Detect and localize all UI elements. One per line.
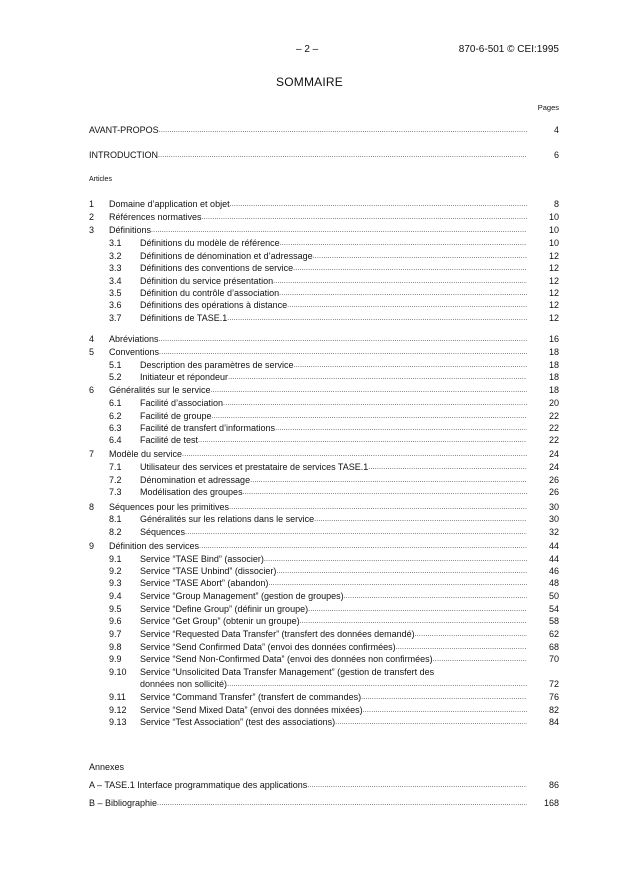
- toc-entry-number: 3.1: [109, 238, 122, 248]
- toc-entry-number: 6: [89, 385, 95, 395]
- toc-entry-label: Définition du service présentation: [140, 276, 274, 286]
- toc-entry-label: Service “Group Management” (gestion de groupes): [140, 591, 344, 601]
- toc-entry-page: 48: [548, 578, 559, 588]
- toc-entry-page: 24: [548, 462, 559, 472]
- dot-leader: [279, 289, 527, 299]
- dot-leader: [344, 592, 527, 602]
- toc-entry-page: 18: [548, 360, 559, 370]
- toc-entry-page: 46: [548, 566, 559, 576]
- dot-leader: [294, 361, 527, 371]
- toc-entry-label: Service “Test Association” (test des associations): [140, 717, 336, 727]
- dot-leader: [361, 693, 527, 703]
- toc-entry-page: 18: [548, 347, 559, 357]
- toc-entry-page: 68: [548, 642, 559, 652]
- toc-entry-page: 20: [548, 398, 559, 408]
- toc-entry-label: Définition du contrôle d’association: [140, 288, 280, 298]
- articles-label: Articles: [89, 176, 112, 183]
- toc-entry[interactable]: [89, 553, 559, 565]
- toc-entry-label: Service “TASE Bind” (associer): [140, 554, 264, 564]
- dot-leader: [159, 335, 527, 345]
- toc-entry-label: Modèle du service: [109, 449, 183, 459]
- dot-leader: [199, 542, 527, 552]
- toc-entry[interactable]: [89, 641, 559, 653]
- toc-entry-page: 82: [548, 705, 559, 715]
- dot-leader: [230, 200, 527, 210]
- toc-entry-page: 76: [548, 692, 559, 702]
- toc-entry-number: 7.3: [109, 487, 122, 497]
- toc-entry-label: Définitions des opérations à distance: [140, 300, 288, 310]
- toc-entry-number: 9.1: [109, 554, 122, 564]
- toc-entry[interactable]: [89, 704, 559, 716]
- toc-entry[interactable]: [89, 384, 559, 396]
- toc-entry-number: 9.3: [109, 578, 122, 588]
- toc-entry-page: 58: [548, 616, 559, 626]
- toc-entry[interactable]: [89, 691, 559, 703]
- toc-entry[interactable]: [89, 797, 559, 809]
- dot-leader: [202, 213, 527, 223]
- toc-entry-label: Service “Send Confirmed Data” (envoi des données confirmées): [140, 642, 396, 652]
- toc-entry-page: 12: [548, 276, 559, 286]
- toc-entry-label: Service “Requested Data Transfer” (transfert des données demandé): [140, 629, 415, 639]
- toc-entry-label: Définition des services: [109, 541, 200, 551]
- toc-entry[interactable]: [89, 211, 559, 223]
- dot-leader: [157, 799, 527, 809]
- toc-entry-number: 9.6: [109, 616, 122, 626]
- toc-entry-number: 3.4: [109, 276, 122, 286]
- toc-entry-label: données non sollicité): [140, 679, 228, 689]
- dot-leader: [275, 424, 527, 434]
- toc-entry-page: 12: [548, 263, 559, 273]
- toc-entry-number: 7.2: [109, 475, 122, 485]
- dot-leader: [229, 503, 527, 513]
- dot-leader: [223, 399, 527, 409]
- toc-entry-number: 6.1: [109, 398, 122, 408]
- dot-leader: [243, 488, 527, 498]
- toc-entry-label: Dénomination et adressage: [140, 475, 251, 485]
- toc-entry-page: 12: [548, 300, 559, 310]
- toc-entry-number: 3.7: [109, 313, 122, 323]
- toc-entry[interactable]: [89, 287, 559, 299]
- toc-entry-page: 16: [548, 334, 559, 344]
- toc-entry-label: Description des paramètres de service: [140, 360, 294, 370]
- dot-leader: [307, 781, 527, 791]
- toc-entry-number: 9.4: [109, 591, 122, 601]
- toc-entry[interactable]: [89, 666, 559, 678]
- dot-leader: [159, 348, 527, 358]
- toc-entry-page: 86: [548, 780, 559, 790]
- toc-entry[interactable]: [89, 237, 559, 249]
- toc-entry-number: 8.1: [109, 514, 122, 524]
- toc-entry[interactable]: [89, 779, 559, 791]
- toc-entry-number: 3: [89, 225, 95, 235]
- dot-leader: [151, 226, 527, 236]
- toc-entry-label: Facilité de groupe: [140, 411, 212, 421]
- toc-entry-label: Conventions: [109, 347, 160, 357]
- toc-entry[interactable]: [89, 198, 559, 210]
- toc-entry-page: 50: [548, 591, 559, 601]
- dot-leader: [227, 680, 527, 690]
- toc-entry-number: 7.1: [109, 462, 122, 472]
- dot-leader: [313, 252, 527, 262]
- toc-entry-page: 4: [553, 125, 559, 135]
- toc-entry-label: AVANT-PROPOS: [89, 125, 159, 135]
- toc-entry[interactable]: [89, 513, 559, 525]
- toc-entry[interactable]: [89, 526, 559, 538]
- toc-entry[interactable]: [89, 359, 559, 371]
- toc-entry-number: 3.2: [109, 251, 122, 261]
- toc-entry[interactable]: [89, 224, 559, 236]
- toc-entry-label: Service “Send Mixed Data” (envoi des données mixées): [140, 705, 363, 715]
- toc-entry-label: A – TASE.1 Interface programmatique des applications: [89, 780, 308, 790]
- dot-leader: [280, 239, 527, 249]
- dot-leader: [264, 555, 527, 565]
- toc-entry-number: 9.9: [109, 654, 122, 664]
- toc-entry[interactable]: [89, 312, 559, 324]
- toc-entry-page: 18: [548, 385, 559, 395]
- page-number: – 2 –: [296, 44, 319, 55]
- toc-entry-page: 18: [548, 372, 559, 382]
- toc-entry-label: Définitions: [109, 225, 152, 235]
- toc-entry-page: 12: [548, 313, 559, 323]
- dot-leader: [185, 528, 527, 538]
- dot-leader: [335, 718, 527, 728]
- toc-entry-label: Initiateur et répondeur: [140, 372, 229, 382]
- toc-entry-page: 10: [548, 212, 559, 222]
- dot-leader: [227, 314, 527, 324]
- toc-entry[interactable]: [89, 124, 559, 136]
- toc-entry-page: 30: [548, 514, 559, 524]
- toc-entry-page: 26: [548, 487, 559, 497]
- toc-entry[interactable]: [89, 149, 559, 161]
- toc-entry-label: Service “Define Group” (définir un groupe): [140, 604, 309, 614]
- toc-entry[interactable]: [89, 628, 559, 640]
- toc-entry-number: 9.13: [109, 717, 127, 727]
- toc-entry-number: 2: [89, 212, 95, 222]
- toc-entry-page: 26: [548, 475, 559, 485]
- toc-entry[interactable]: [89, 474, 559, 486]
- toc-entry-number: 9.5: [109, 604, 122, 614]
- toc-entry-page: 10: [548, 238, 559, 248]
- toc-entry-number: 6.2: [109, 411, 122, 421]
- toc-entry[interactable]: [89, 615, 559, 627]
- toc-entry-label: Service “Unsolicited Data Transfer Management” (gestion de transfert des: [140, 667, 435, 677]
- toc-entry[interactable]: [89, 565, 559, 577]
- toc-entry[interactable]: [89, 540, 559, 552]
- dot-leader: [368, 463, 527, 473]
- toc-entry-page: 22: [548, 411, 559, 421]
- toc-entry-page: 8: [553, 199, 559, 209]
- page-title: SOMMAIRE: [276, 75, 343, 89]
- document-reference: 870-6-501 © CEI:1995: [458, 44, 559, 55]
- toc-entry[interactable]: [89, 299, 559, 311]
- toc-entry-label: B – Bibliographie: [89, 798, 158, 808]
- dot-leader: [433, 655, 527, 665]
- toc-entry-page: 10: [548, 225, 559, 235]
- dot-leader: [308, 605, 527, 615]
- toc-entry-page: 22: [548, 435, 559, 445]
- toc-entry-label: Service “Send Non-Confirmed Data” (envoi des données non confirmées): [140, 654, 433, 664]
- toc-entry-page: 44: [548, 541, 559, 551]
- toc-entry-number: 1: [89, 199, 95, 209]
- toc-entry-number: 6.3: [109, 423, 122, 433]
- annexes-label: Annexes: [89, 762, 125, 772]
- toc-entry-number: 9.2: [109, 566, 122, 576]
- toc-entry-page: 12: [548, 288, 559, 298]
- toc-entry-number: 8: [89, 502, 95, 512]
- toc-entry-number: 9.7: [109, 629, 122, 639]
- toc-entry-number: 9: [89, 541, 95, 551]
- dot-leader: [300, 617, 527, 627]
- toc-entry[interactable]: [89, 397, 559, 409]
- dot-leader: [212, 412, 527, 422]
- toc-entry-number: 4: [89, 334, 95, 344]
- toc-entry-label: Définitions des conventions de service: [140, 263, 294, 273]
- toc-entry-number: 7: [89, 449, 95, 459]
- dot-leader: [314, 515, 527, 525]
- toc-entry[interactable]: [89, 461, 559, 473]
- toc-entry-page: 24: [548, 449, 559, 459]
- toc-entry-label: Facilité d’association: [140, 398, 224, 408]
- toc-entry-page: 22: [548, 423, 559, 433]
- toc-entry-page: 32: [548, 527, 559, 537]
- toc-entry[interactable]: [89, 716, 559, 728]
- toc-entry[interactable]: [89, 333, 559, 345]
- toc-entry[interactable]: [89, 250, 559, 262]
- toc-entry[interactable]: [89, 577, 559, 589]
- toc-entry-page: 30: [548, 502, 559, 512]
- toc-entry-number: 9.12: [109, 705, 127, 715]
- dot-leader: [268, 579, 527, 589]
- toc-entry[interactable]: [89, 448, 559, 460]
- toc-entry-label: Généralités sur les relations dans le service: [140, 514, 315, 524]
- dot-leader: [273, 277, 527, 287]
- toc-entry-label: Domaine d’application et objet: [109, 199, 230, 209]
- dot-leader: [276, 567, 527, 577]
- dot-leader: [211, 386, 527, 396]
- toc-entry-label: INTRODUCTION: [89, 150, 158, 160]
- toc-entry-page: 70: [548, 654, 559, 664]
- toc-entry-label: Séquences: [140, 527, 186, 537]
- toc-entry-number: 9.10: [109, 667, 127, 677]
- toc-entry[interactable]: [89, 422, 559, 434]
- toc-entry[interactable]: [89, 262, 559, 274]
- dot-leader: [158, 151, 527, 161]
- toc-entry-label: Service “Command Transfer” (transfert de commandes): [140, 692, 362, 702]
- toc-entry-number: 5.1: [109, 360, 122, 370]
- toc-entry[interactable]: [89, 653, 559, 665]
- toc-entry[interactable]: [89, 678, 559, 690]
- toc-entry-label: Service “Get Group” (obtenir un groupe): [140, 616, 300, 626]
- dot-leader: [198, 436, 527, 446]
- dot-leader: [250, 476, 527, 486]
- dot-leader: [293, 264, 527, 274]
- dot-leader: [415, 630, 527, 640]
- toc-entry[interactable]: [89, 434, 559, 446]
- toc-entry[interactable]: [89, 590, 559, 602]
- toc-entry-number: 3.6: [109, 300, 122, 310]
- toc-entry-label: Facilité de test: [140, 435, 199, 445]
- toc-entry-number: 3.5: [109, 288, 122, 298]
- toc-entry-label: Utilisateur des services et prestataire de services TASE.1: [140, 462, 369, 472]
- toc-entry-page: 54: [548, 604, 559, 614]
- toc-entry-label: Définitions du modèle de référence: [140, 238, 280, 248]
- toc-entry[interactable]: [89, 486, 559, 498]
- toc-entry-page: 84: [548, 717, 559, 727]
- toc-entry-number: 5.2: [109, 372, 122, 382]
- toc-entry-page: 62: [548, 629, 559, 639]
- pages-column-label: Pages: [537, 103, 559, 112]
- toc-entry[interactable]: [89, 603, 559, 615]
- toc-entry-label: Définitions de dénomination et d’adressage: [140, 251, 313, 261]
- toc-entry-label: Séquences pour les primitives: [109, 502, 230, 512]
- toc-entry-label: Facilité de transfert d’informations: [140, 423, 276, 433]
- toc-entry-page: 168: [543, 798, 559, 808]
- dot-leader: [396, 643, 527, 653]
- toc-entry-label: Abréviations: [109, 334, 159, 344]
- page-header: [0, 44, 619, 58]
- toc-entry-number: 3.3: [109, 263, 122, 273]
- toc-entry-page: 6: [553, 150, 559, 160]
- toc-entry[interactable]: [89, 410, 559, 422]
- toc-entry-label: Modélisation des groupes: [140, 487, 243, 497]
- toc-entry-number: 8.2: [109, 527, 122, 537]
- dot-leader: [287, 301, 527, 311]
- toc-entry[interactable]: [89, 346, 559, 358]
- toc-entry-number: 6.4: [109, 435, 122, 445]
- toc-entry-number: 9.11: [109, 692, 126, 702]
- toc-entry[interactable]: [89, 501, 559, 513]
- toc-entry-page: 44: [548, 554, 559, 564]
- toc-entry-page: 72: [548, 679, 559, 689]
- dot-leader: [363, 706, 527, 716]
- toc-entry[interactable]: [89, 275, 559, 287]
- dot-leader: [182, 450, 527, 460]
- toc-entry-page: 12: [548, 251, 559, 261]
- toc-entry-label: Définitions de TASE.1: [140, 313, 228, 323]
- toc-entry-label: Généralités sur le service: [109, 385, 211, 395]
- dot-leader: [228, 373, 527, 383]
- toc-entry-number: 9.8: [109, 642, 122, 652]
- toc-entry-label: Service “TASE Abort” (abandon): [140, 578, 269, 588]
- toc-entry-label: Service “TASE Unbind” (dissocier): [140, 566, 277, 576]
- toc-entry-number: 5: [89, 347, 95, 357]
- toc-entry-label: Références normatives: [109, 212, 202, 222]
- toc-entry[interactable]: [89, 371, 559, 383]
- dot-leader: [159, 126, 527, 136]
